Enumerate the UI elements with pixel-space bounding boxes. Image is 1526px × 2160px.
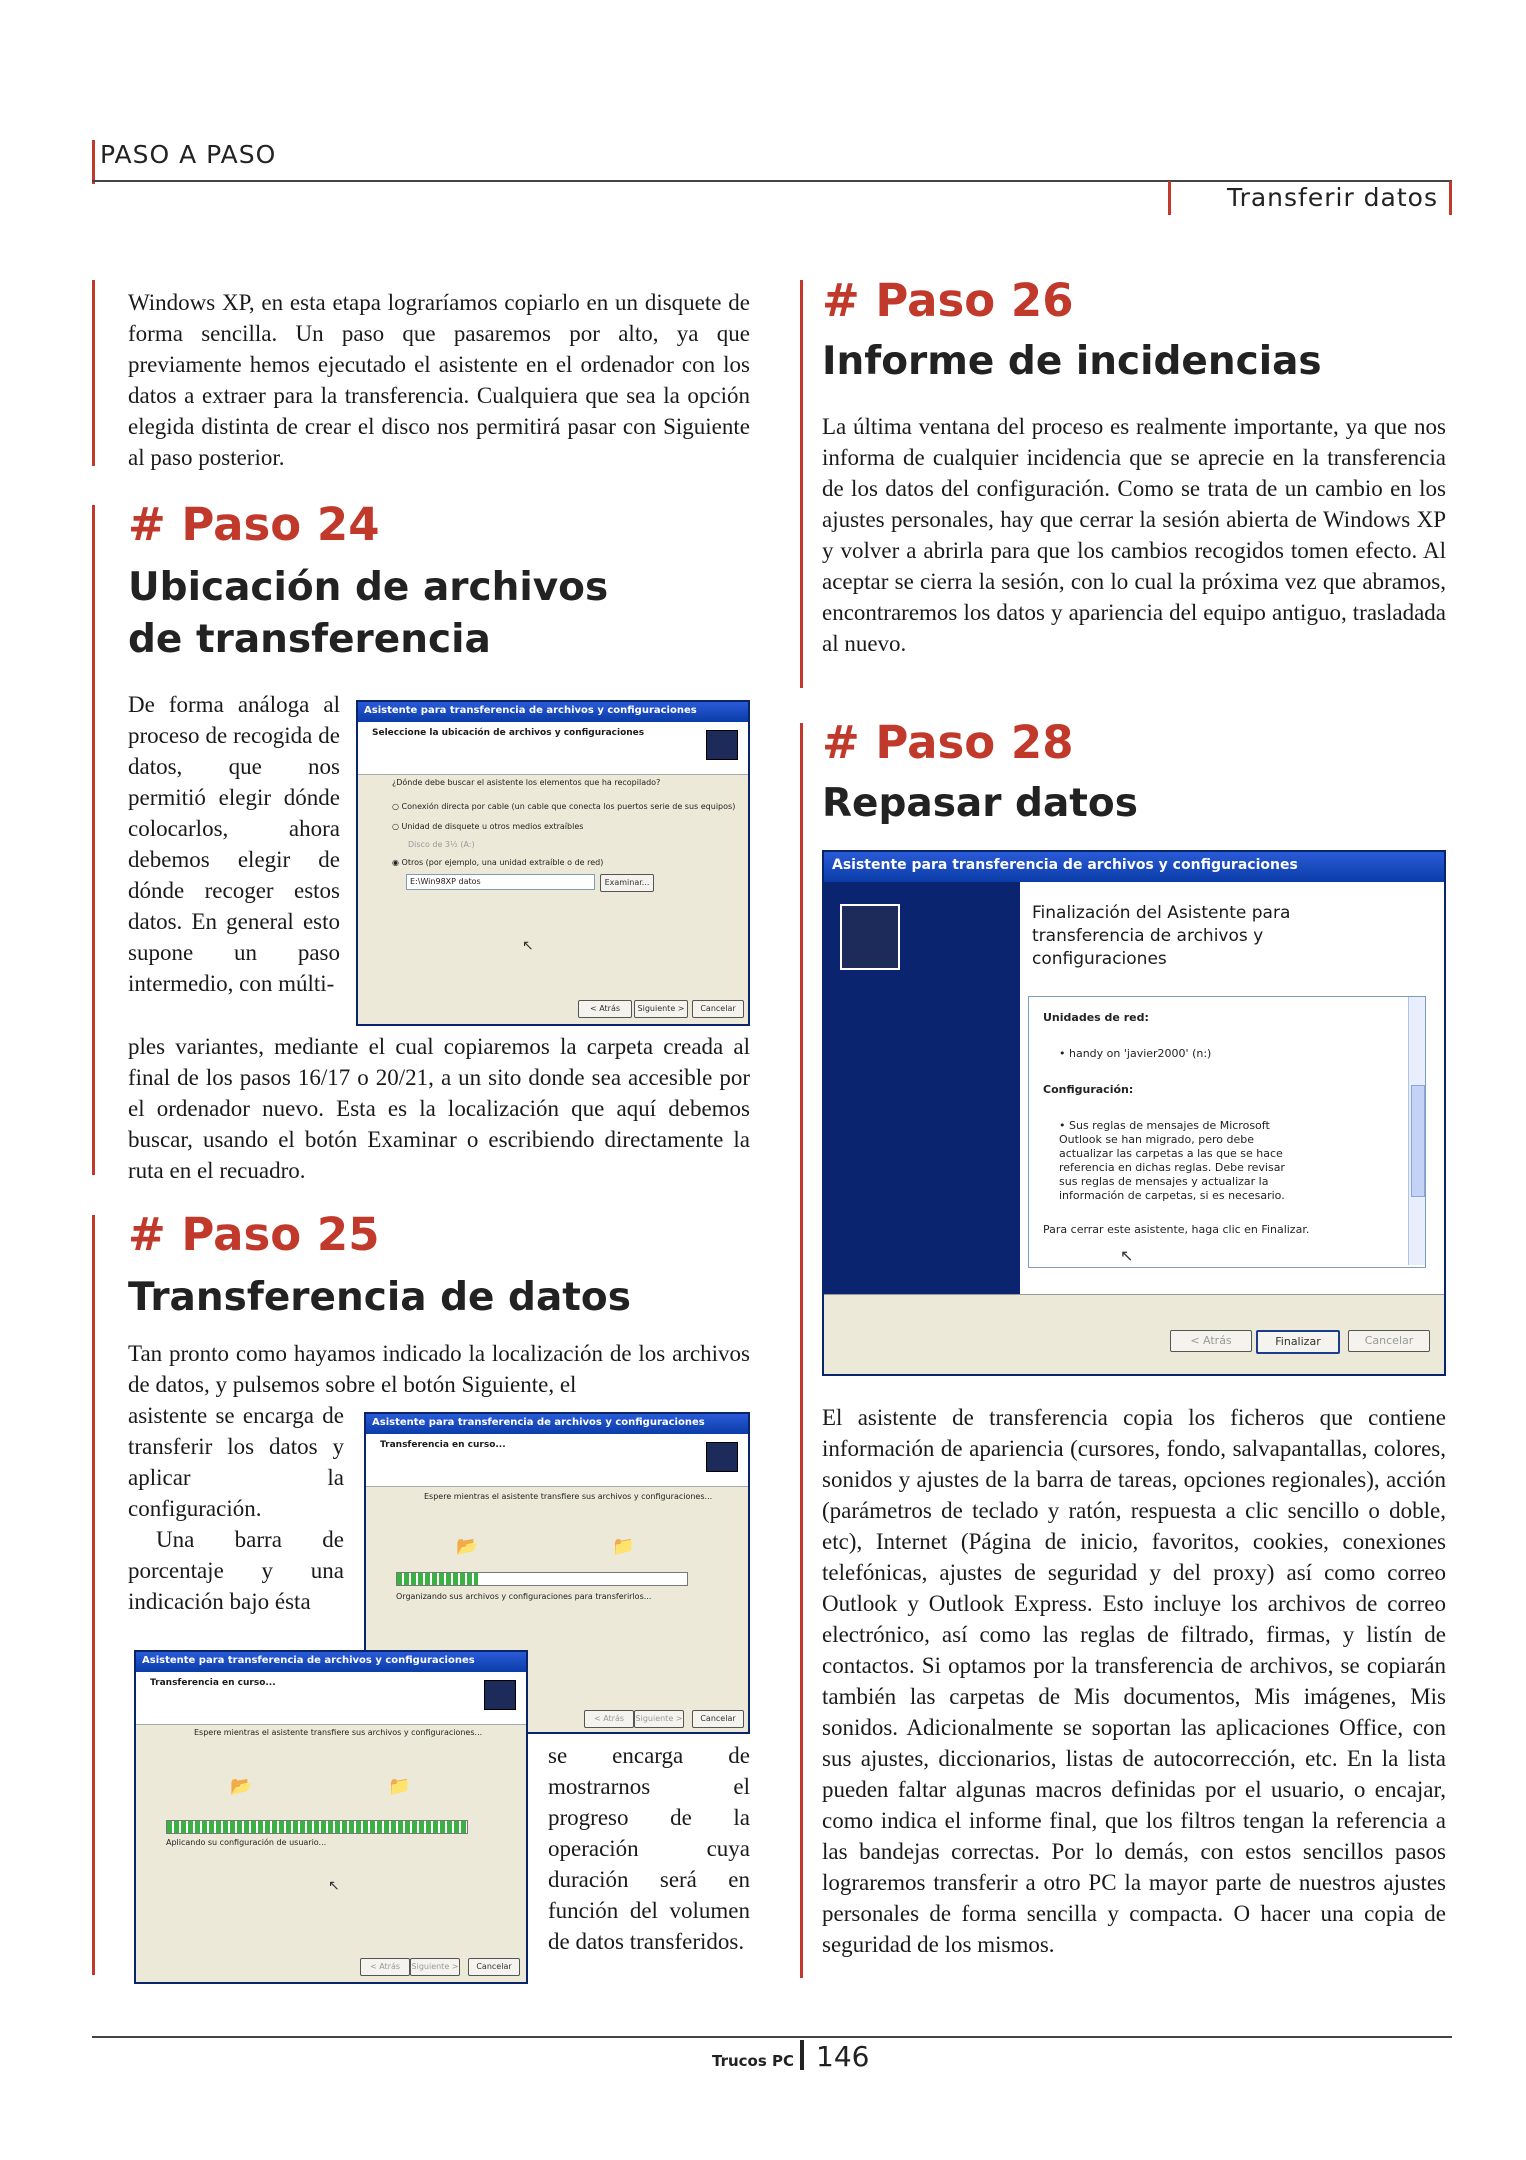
paso26-text: La última ventana del proceso es realmente importante, ya que nos informa de cualquier incidencia que se aprecie en la transferencia de los datos del configuración. Como se trata de un cambio en los ajustes personales, hay que cerrar la sesión abierta de Windows XP y volver a abrirla para que los cambios recogidos tomen efecto. Al aceptar se cierra la sesión, con lo cual la próxima vez que abramos, encontraremos los datos y apariencia del equipo antiguo, trasladada al nuevo. — [822, 414, 1446, 656]
net-label: Unidades de red: — [1043, 1011, 1149, 1024]
progress-bar — [166, 1820, 468, 1834]
wizard-logo-icon — [840, 904, 900, 970]
path-input[interactable]: E:\Win98XP datos — [406, 874, 595, 890]
option-cable[interactable]: ○ Conexión directa por cable (un cable que conecta los puertos serie de sus equipos) — [392, 802, 736, 811]
button-divider — [824, 1294, 1444, 1295]
back-button[interactable]: < Atrás — [584, 1710, 634, 1728]
next-button[interactable]: Siguiente > — [634, 1000, 688, 1018]
wizard-content — [1020, 882, 1444, 1294]
wizard-header: Transferencia en curso... — [380, 1440, 506, 1450]
page-number: 146 — [816, 2040, 870, 2073]
wizard-logo-icon — [706, 1442, 738, 1472]
option-cable-label: Conexión directa por cable (un cable que conecta los puertos serie de sus equipos) — [401, 802, 736, 811]
intro-accent-bar — [92, 280, 95, 466]
topic-tab-right-bar — [1449, 181, 1452, 215]
scrollbar-thumb[interactable] — [1411, 1085, 1425, 1197]
wizard-header: Seleccione la ubicación de archivos y configuraciones — [372, 728, 645, 738]
progress-fill — [167, 1821, 467, 1833]
header-accent-bar — [92, 140, 95, 184]
mouse-cursor-icon: ↖ — [328, 1879, 340, 1894]
next-button[interactable]: Siguiente > — [634, 1710, 684, 1728]
next-button[interactable]: Siguiente > — [410, 1958, 460, 1976]
wizard-logo-icon — [706, 730, 738, 760]
paso25-title: Transferencia de datos — [128, 1275, 631, 1320]
paso24-heading: # Paso 24 — [128, 498, 380, 551]
status-text: Aplicando su configuración de usuario... — [166, 1838, 327, 1847]
target-folder-icon: 📁 — [388, 1776, 411, 1796]
wait-text: Espere mientras el asistente transfiere sus archivos y configuraciones... — [424, 1492, 713, 1501]
net-item: • handy on 'javier2000' (n:) — [1059, 1047, 1212, 1060]
config-item-text: Sus reglas de mensajes de Microsoft Outlook se han migrado, pero debe actualizar las carpetas a las que se hace referencia en dichas reglas. Debe revisar sus reglas de mensajes y actualizar la información de carpetas, si es necesario. — [1059, 1119, 1285, 1202]
paso26-accent-bar — [800, 280, 803, 688]
window-title: Asistente para transferencia de archivos y configuraciones — [366, 1414, 748, 1434]
paso25-text-b: asistente se encarga de transferir los datos y aplicar la configuración. — [128, 1403, 344, 1521]
cancel-button[interactable]: Cancelar — [468, 1958, 520, 1976]
question-text: ¿Dónde debe buscar el asistente los elementos que ha recopilado? — [392, 778, 661, 787]
back-button[interactable]: < Atrás — [578, 1000, 632, 1018]
section-label: PASO A PASO — [100, 140, 277, 169]
listbox-scrollbar[interactable] — [1408, 997, 1425, 1265]
paso24-text-b: ples variantes, mediante el cual copiaremos la carpeta creada al final de los pasos 16/17 o 20/21, a un sito donde sea accesible por el ordenador nuevo. Esta es la localización que aquí debemos buscar, usando el botón Examinar o escribiendo directamente la ruta en el recuadro. — [128, 1034, 750, 1183]
window-title: Asistente para transferencia de archivos y configuraciones — [824, 852, 1444, 882]
source-folder-icon: 📂 — [456, 1536, 479, 1556]
summary-listbox[interactable] — [1028, 996, 1426, 1268]
cancel-button[interactable]: Cancelar — [692, 1710, 744, 1728]
option-floppy-label: Unidad de disquete u otros medios extraíbles — [401, 822, 584, 831]
paso28-accent-bar — [800, 723, 803, 1978]
paso25-text-c: Una barra de porcentaje y una indicación bajo ésta — [128, 1527, 344, 1614]
config-label: Configuración: — [1043, 1083, 1134, 1096]
wizard-header: Transferencia en curso... — [150, 1678, 276, 1688]
back-button[interactable]: < Atrás — [1170, 1330, 1252, 1352]
location-wizard-screenshot — [356, 700, 750, 1026]
footer-brand: Trucos PC — [712, 2052, 795, 2070]
paso25-accent-bar — [92, 1215, 95, 1975]
window-title: Asistente para transferencia de archivos y configuraciones — [358, 702, 748, 722]
window-title: Asistente para transferencia de archivos y configuraciones — [136, 1652, 526, 1672]
browse-button[interactable]: Examinar... — [600, 874, 654, 892]
footer-rule — [92, 2036, 1452, 2038]
net-item-text: handy on 'javier2000' (n:) — [1069, 1047, 1212, 1060]
option-other-label: Otros (por ejemplo, una unidad extraíble o de red) — [401, 858, 604, 867]
finish-heading: Finalización del Asistente para transferencia de archivos y configuraciones — [1032, 903, 1291, 969]
progress-fill — [397, 1573, 478, 1585]
cancel-button[interactable]: Cancelar — [1348, 1330, 1430, 1352]
intro-paragraph: Windows XP, en esta etapa lograríamos copiarlo en un disquete de forma sencilla. Un paso que pasaremos por alto, ya que previamente hemos ejecutado el asistente en el ordenador con los datos a extraer para la transferencia. Cualquiera que sea la opción elegida distinta de crear el disco nos permitirá pasar con Siguiente al paso posterior. — [128, 290, 750, 470]
paso25-text-d: se encarga de mostrarnos el progreso de la operación cuya duración será en función del volumen de datos transferidos. — [548, 1743, 750, 1954]
wizard-header-panel — [358, 722, 748, 775]
wizard-logo-icon — [484, 1680, 516, 1710]
option-floppy[interactable]: ○ Unidad de disquete u otros medios extraíbles — [392, 822, 584, 831]
target-folder-icon: 📁 — [612, 1536, 635, 1556]
floppy-drive-select: Disco de 3½ (A:) — [408, 840, 475, 849]
apply-settings-screenshot — [134, 1650, 528, 1984]
paso26-title: Informe de incidencias — [822, 339, 1322, 384]
wizard-header-panel — [136, 1672, 526, 1725]
mouse-cursor-icon: ↖ — [522, 939, 534, 954]
topic-tab-left-bar — [1168, 181, 1171, 215]
option-other[interactable]: ◉ Otros (por ejemplo, una unidad extraíble o de red) — [392, 858, 604, 867]
paso24-text-a: De forma análoga al proceso de recogida de datos, que nos permitió elegir dónde colocarlos, ahora debemos elegir de dónde recoger estos datos. En general esto supone un paso intermedio, con múlti- — [128, 692, 340, 996]
paso24-title: Ubicación de archivos de transferencia — [128, 565, 609, 662]
topic-label: Transferir datos — [1226, 183, 1438, 212]
wizard-header-panel — [366, 1434, 748, 1487]
wait-text: Espere mientras el asistente transfiere sus archivos y configuraciones... — [194, 1728, 483, 1737]
topic-tab — [1168, 181, 1452, 215]
mouse-cursor-icon: ↖ — [1120, 1248, 1134, 1265]
config-item: • Sus reglas de mensajes de Microsoft Outlook se han migrado, pero debe actualizar las carpetas a las que se hace referencia en dichas reglas. Debe revisar sus reglas de mensajes y actualizar la información de carpetas, si es necesario. — [1059, 1119, 1285, 1202]
finish-button[interactable]: Finalizar — [1256, 1330, 1340, 1354]
paso28-heading: # Paso 28 — [822, 716, 1074, 769]
close-note: Para cerrar este asistente, haga clic en Finalizar. — [1043, 1223, 1310, 1236]
status-text: Organizando sus archivos y configuraciones para transferirlos... — [396, 1592, 652, 1601]
wizard-side-panel — [824, 882, 1020, 1294]
paso25-text-a: Tan pronto como hayamos indicado la localización de los archivos de datos, y pulsemos sobre el botón Siguiente, el — [128, 1341, 750, 1397]
paso28-title: Repasar datos — [822, 781, 1138, 826]
paso28-text: El asistente de transferencia copia los ficheros que contiene información de apariencia (cursores, fondo, salvapantallas, colores, sonidos y ajustes de la barra de tareas, opciones regionales), acción (parámetros de teclado y ratón, respuesta a clic sencillo o doble, etc), Internet (Página de inicio, favoritos, cookies, conexiones telefónicas, ajustes de seguridad y del proxy) así como correo Outlook y Outlook Express. Esto incluye los archivos de correo electrónico, así como las reglas de filtrado, firmas, y listín de contactos. Si optamos por la transferencia de archivos, se copiarán también las carpetas de Mis documentos, Mis imágenes, Mis sonidos. Adicionalmente se soportan las aplicaciones Office, con sus ajustes, diccionarios, listas de autocorrección, etc. En la lista pueden faltar algunas macros definidas por el usuario, o encajar, como indica el informe final, que los filtros tengan la referencia a las bandejas correctas. Por lo demás, con estos sencillos pasos lograremos transferir a otro PC la mayor parte de nuestros ajustes personales de forma sencilla y compacta. O hacer una copia de seguridad de los mismos. — [822, 1405, 1446, 1957]
source-folder-icon: 📂 — [230, 1776, 253, 1796]
back-button[interactable]: < Atrás — [360, 1958, 410, 1976]
paso25-heading: # Paso 25 — [128, 1208, 380, 1261]
footer-separator — [800, 2040, 804, 2070]
paso26-heading: # Paso 26 — [822, 274, 1074, 327]
paso24-accent-bar — [92, 505, 95, 1175]
progress-bar — [396, 1572, 688, 1586]
finish-wizard-screenshot — [822, 850, 1446, 1376]
cancel-button[interactable]: Cancelar — [692, 1000, 744, 1018]
